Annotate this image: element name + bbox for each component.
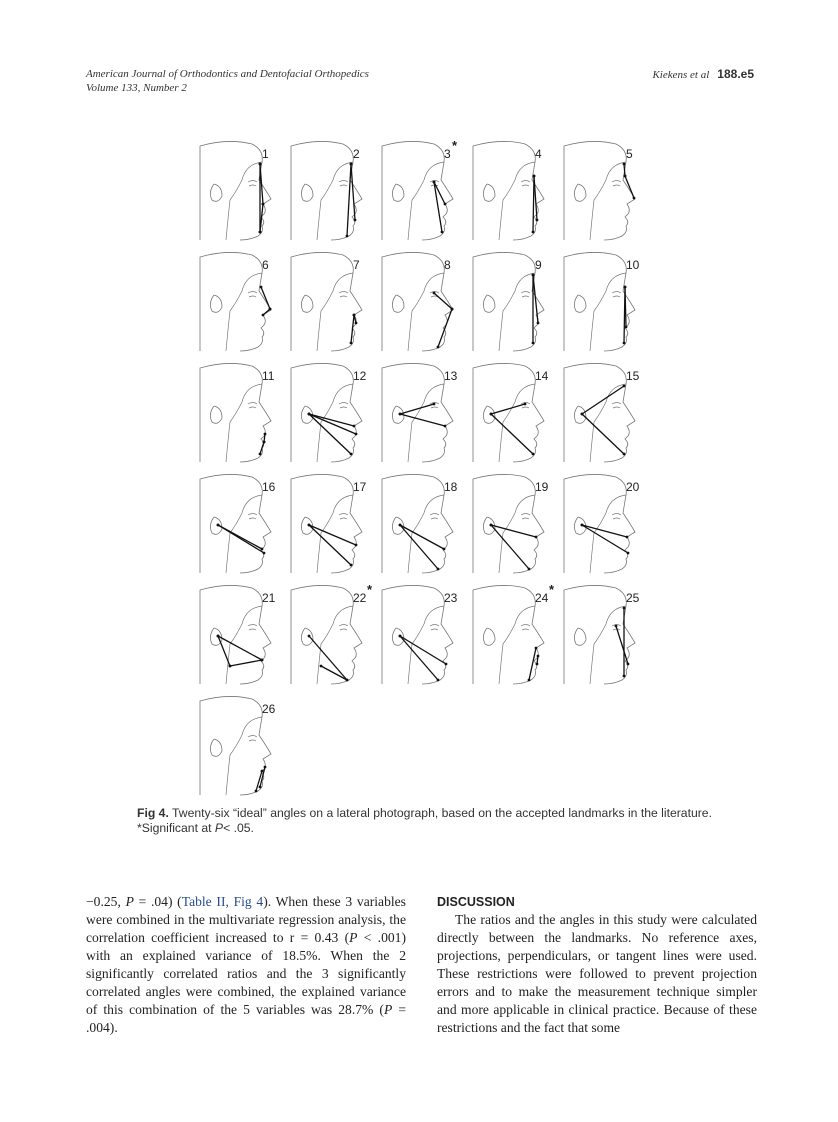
landmark-dot	[528, 568, 531, 571]
eye-icon	[521, 514, 530, 520]
discussion-paragraph: The ratios and the angles in this study were calculated directly between the landmarks. No reference axes, projections, perpendiculars, or tangent lines were used. These restrictions were followed to prevent projection errors and to make the measurement technique simpler and more applicable in clinical practice. Because of these restrictions and the fact that some	[437, 912, 757, 1035]
caption-label: Fig 4.	[137, 806, 169, 820]
figure-panel	[473, 252, 544, 351]
landmark-dot	[581, 524, 584, 527]
figure-panel	[200, 141, 271, 240]
angle-line	[309, 525, 356, 545]
ear-icon	[574, 406, 586, 423]
landmark-dot	[269, 308, 272, 311]
caption-p: P	[214, 821, 224, 835]
panel-label: 14	[535, 369, 549, 383]
ear-icon	[301, 628, 313, 645]
figure-panel	[291, 582, 373, 684]
ear-icon	[574, 295, 586, 312]
hairline	[590, 162, 626, 240]
left-column	[86, 893, 406, 1037]
landmark-dot	[353, 314, 356, 317]
landmark-dot	[444, 203, 447, 206]
angle-line	[491, 414, 533, 454]
angle-line	[400, 404, 434, 414]
angle-line	[616, 626, 628, 664]
panel-label: 6	[262, 258, 269, 272]
panel-label: 16	[262, 480, 276, 494]
page-number: 188.e5	[717, 67, 754, 81]
landmark-dot	[532, 453, 535, 456]
ear-icon	[210, 184, 222, 201]
landmark-dot	[353, 425, 356, 428]
angle-line	[218, 636, 262, 660]
left-paragraph: −0.25, P = .04) (Table II, Fig 4). When these 3 variables were combined in the multivariate regression analysis, the correlation coefficient increased to r = 0.43 (P < .001) with an explained variance of 18.5%. When the 2 significantly correlated ratios and the 3 significantly correlated angles were combined, the explained variance of this combination of the 5 variables was 28.7% (P = .004).	[86, 894, 407, 1035]
angle-line	[582, 525, 628, 553]
landmark-dot	[399, 413, 402, 416]
caption-text: Twenty-six “ideal” angles on a lateral photograph, based on the accepted landmarks in the literature. *Significant at	[137, 806, 712, 835]
panel-label: 7	[353, 258, 360, 272]
eye-icon	[248, 181, 257, 187]
eye-icon	[612, 292, 621, 298]
panel-label: 2	[353, 147, 360, 161]
ear-icon	[483, 406, 495, 423]
angle-line	[582, 414, 624, 454]
ear-icon	[392, 295, 404, 312]
panel-label: 12	[353, 369, 367, 383]
landmark-dot	[399, 524, 402, 527]
landmark-dot	[627, 552, 630, 555]
angle-line	[533, 176, 534, 232]
eye-icon	[339, 292, 348, 298]
landmark-dot	[259, 163, 262, 166]
eye-icon	[248, 514, 257, 520]
figure-panel	[473, 363, 549, 462]
figure-panel	[200, 585, 276, 684]
figure-4-panels	[195, 132, 655, 802]
landmark-dot	[399, 635, 402, 638]
ear-icon	[574, 628, 586, 645]
panel-label: 10	[626, 258, 640, 272]
landmark-dot	[355, 322, 358, 325]
panel-label: 5	[626, 147, 633, 161]
ear-icon	[483, 295, 495, 312]
angle-line	[400, 525, 438, 569]
landmark-dot	[217, 524, 220, 527]
figure-panel	[291, 141, 362, 240]
ear-icon	[210, 739, 222, 756]
hairline	[590, 495, 626, 573]
landmark-dot	[264, 766, 267, 769]
landmark-dot	[623, 453, 626, 456]
figure-panel	[200, 696, 276, 795]
authors: Kiekens et al	[652, 69, 710, 81]
figure-panel	[564, 363, 640, 462]
landmark-dot	[490, 524, 493, 527]
hairline	[408, 162, 444, 240]
figure-panel	[564, 585, 640, 684]
landmark-dot	[355, 544, 358, 547]
hairline	[226, 162, 262, 240]
figure-panel	[382, 363, 458, 462]
panel-label: 8	[444, 258, 451, 272]
landmark-dot	[535, 536, 538, 539]
landmark-dot	[535, 647, 538, 650]
landmark-dot	[308, 413, 311, 416]
landmark-dot	[624, 175, 627, 178]
ear-icon	[210, 295, 222, 312]
hairline	[499, 606, 535, 684]
panel-label: 17	[353, 480, 367, 494]
landmark-dot	[445, 663, 448, 666]
figure-panel	[382, 474, 458, 573]
landmark-dot	[308, 524, 311, 527]
angle-line	[582, 386, 624, 414]
angle-line	[400, 636, 438, 680]
landmark-dot	[536, 663, 539, 666]
eye-icon	[248, 292, 257, 298]
hairline	[317, 606, 353, 684]
landmark-dot	[262, 314, 265, 317]
landmark-dot	[350, 564, 353, 567]
angle-line	[309, 525, 351, 565]
panel-label: 9	[535, 258, 542, 272]
panel-label: 1	[262, 147, 269, 161]
landmark-dot	[626, 536, 629, 539]
eye-icon	[339, 403, 348, 409]
figure-panel	[382, 252, 453, 351]
eye-icon	[521, 625, 530, 631]
landmark-dot	[433, 292, 436, 295]
landmark-dot	[346, 235, 349, 238]
figure-panel	[473, 474, 549, 573]
running-header-right	[652, 67, 754, 82]
ear-icon	[301, 295, 313, 312]
figure-panel	[473, 582, 555, 684]
angle-line	[351, 164, 355, 220]
eye-icon	[339, 625, 348, 631]
significance-star: *	[549, 582, 555, 597]
landmark-dot	[264, 433, 267, 436]
hairline	[590, 273, 626, 351]
landmark-dot	[623, 675, 626, 678]
landmark-dot	[320, 665, 323, 668]
panel-label: 26	[262, 702, 276, 716]
figure-panel	[291, 252, 362, 351]
panel-label: 11	[262, 369, 275, 383]
hairline	[408, 606, 444, 684]
hairline	[499, 273, 535, 351]
landmark-dot	[537, 322, 540, 325]
hairline	[226, 495, 262, 573]
ear-icon	[483, 628, 495, 645]
hairline	[408, 495, 444, 573]
eye-icon	[521, 292, 530, 298]
landmark-dot	[623, 163, 626, 166]
eye-icon	[612, 514, 621, 520]
eye-icon	[248, 736, 257, 742]
figure-panel	[200, 363, 275, 462]
landmark-dot	[354, 219, 357, 222]
landmark-dot	[532, 342, 535, 345]
panel-label: 23	[444, 591, 458, 605]
angle-line	[230, 660, 262, 666]
figure-panel	[564, 141, 635, 240]
landmark-dot	[524, 403, 527, 406]
landmark-dot	[533, 175, 536, 178]
landmark-dot	[623, 342, 626, 345]
landmark-dot	[263, 552, 266, 555]
panel-label: 3	[444, 147, 451, 161]
angle-line	[218, 525, 264, 553]
landmark-dot	[532, 231, 535, 234]
landmark-dot	[437, 568, 440, 571]
table-fig-link[interactable]: Table II, Fig 4	[181, 894, 264, 909]
landmark-dot	[441, 231, 444, 234]
eye-icon	[430, 625, 439, 631]
panel-label: 20	[626, 480, 640, 494]
panel-label: 22	[353, 591, 367, 605]
ear-icon	[574, 184, 586, 201]
hairline	[226, 717, 262, 795]
figure-panel	[382, 585, 458, 684]
hairline	[317, 273, 353, 351]
panel-label: 24	[535, 591, 549, 605]
figure-panel	[473, 141, 544, 240]
panel-label: 18	[444, 480, 458, 494]
figure-panel	[200, 474, 276, 573]
landmark-dot	[528, 679, 531, 682]
landmark-dot	[217, 635, 220, 638]
hairline	[499, 162, 535, 240]
running-header-left	[86, 67, 369, 95]
landmark-dot	[261, 770, 264, 773]
angle-line	[347, 164, 351, 236]
landmark-dot	[437, 679, 440, 682]
eye-icon	[339, 181, 348, 187]
angle-line	[309, 636, 347, 680]
landmark-dot	[625, 326, 628, 329]
angle-line	[534, 176, 537, 220]
angle-line	[400, 525, 444, 549]
landmark-dot	[263, 441, 266, 444]
landmark-dot	[255, 790, 258, 793]
hairline	[499, 495, 535, 573]
eye-icon	[612, 181, 621, 187]
ear-icon	[392, 184, 404, 201]
angle-line	[582, 525, 627, 537]
eye-icon	[339, 514, 348, 520]
landmark-dot	[346, 679, 349, 682]
landmark-dot	[490, 413, 493, 416]
landmark-dot	[443, 548, 446, 551]
landmark-dot	[433, 403, 436, 406]
journal-title: American Journal of Orthodontics and Dentofacial Orthopedics	[86, 68, 369, 80]
journal-volume: Volume 133, Number 2	[86, 82, 187, 94]
angle-line	[400, 414, 445, 426]
landmark-dot	[433, 181, 436, 184]
angle-line	[491, 525, 529, 569]
landmark-dot	[350, 342, 353, 345]
angle-line	[261, 287, 270, 309]
figure-panel	[382, 138, 458, 240]
significance-star: *	[452, 138, 458, 153]
angle-line	[218, 636, 230, 666]
angle-line	[434, 293, 452, 309]
landmark-dot	[615, 625, 618, 628]
landmark-dot	[259, 453, 262, 456]
landmark-dot	[259, 231, 262, 234]
landmark-dot	[229, 665, 232, 668]
hairline	[408, 273, 444, 351]
panel-label: 4	[535, 147, 542, 161]
figure-panel	[564, 252, 640, 351]
landmark-dot	[633, 197, 636, 200]
eye-icon	[521, 181, 530, 187]
landmark-dot	[536, 219, 539, 222]
landmark-dot	[627, 663, 630, 666]
figure-panel	[291, 363, 367, 462]
landmark-dot	[259, 786, 262, 789]
landmark-dot	[623, 607, 626, 610]
landmark-dot	[444, 425, 447, 428]
panel-label: 15	[626, 369, 640, 383]
right-column	[437, 893, 757, 1037]
ear-icon	[210, 406, 222, 423]
eye-icon	[248, 403, 257, 409]
ear-icon	[301, 184, 313, 201]
landmark-dot	[350, 163, 353, 166]
landmark-dot	[451, 308, 454, 311]
significance-star: *	[367, 582, 373, 597]
discussion-heading: DISCUSSION	[437, 895, 515, 909]
hairline	[590, 606, 626, 684]
eye-icon	[248, 625, 257, 631]
angle-line	[625, 176, 634, 198]
landmark-dot	[350, 453, 353, 456]
landmark-dot	[260, 286, 263, 289]
landmark-dot	[262, 203, 265, 206]
caption-end: < .05.	[223, 821, 254, 835]
landmark-dot	[537, 655, 540, 658]
landmark-dot	[437, 346, 440, 349]
figure-panel	[291, 474, 367, 573]
landmark-dot	[532, 274, 535, 277]
panel-label: 19	[535, 480, 549, 494]
landmark-dot	[261, 548, 264, 551]
angle-line	[491, 525, 536, 537]
landmark-dot	[624, 286, 627, 289]
angle-line	[321, 666, 347, 680]
hairline	[226, 606, 262, 684]
hairline	[408, 384, 444, 462]
landmark-dot	[623, 385, 626, 388]
hairline	[226, 384, 262, 462]
angle-line	[400, 636, 446, 664]
hairline	[226, 273, 262, 351]
eye-icon	[612, 403, 621, 409]
landmark-dot	[261, 659, 264, 662]
panel-label: 13	[444, 369, 458, 383]
ear-icon	[483, 184, 495, 201]
eye-icon	[430, 514, 439, 520]
panel-label: 21	[262, 591, 276, 605]
angle-line	[625, 287, 626, 327]
landmark-dot	[308, 635, 311, 638]
landmark-dot	[355, 433, 358, 436]
figure-panel	[564, 474, 640, 573]
angle-line	[491, 404, 525, 414]
figure-caption	[137, 806, 717, 836]
landmark-dot	[581, 413, 584, 416]
figure-panel	[200, 252, 271, 351]
panel-label: 25	[626, 591, 640, 605]
